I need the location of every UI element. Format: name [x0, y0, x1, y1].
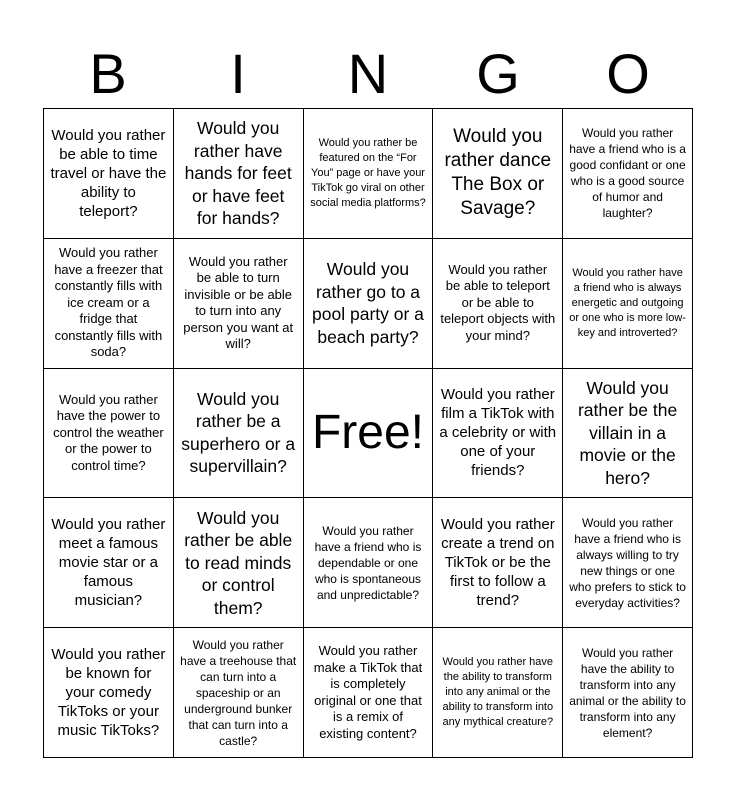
- header-letter-n: N: [347, 42, 389, 105]
- header-letter-i: I: [230, 42, 246, 105]
- bingo-cell-r1c1: [44, 109, 174, 239]
- bingo-cell-r5c2: [174, 628, 304, 758]
- cell-text: Would you rather be able to turn invisible or be able to turn into any person you want at will?: [183, 253, 294, 352]
- bingo-cell-r5c3: [304, 628, 434, 758]
- cell-text: Would you rather have the ability to transform into any animal or the ability to transform into any element?: [569, 645, 686, 740]
- bingo-cell-r1c2: [174, 109, 304, 239]
- cell-text: Would you rather have the power to control the weather or the power to control time?: [53, 391, 164, 473]
- bingo-cell-r2c4: [433, 239, 563, 369]
- cell-text: Would you rather have a friend who is always energetic and outgoing or one who is more low-key and introverted?: [569, 266, 686, 339]
- bingo-cell-r3c2: [174, 369, 304, 499]
- cell-text: Would you rather make a TikTok that is completely original or one that is a remix of existing content?: [313, 643, 423, 741]
- bingo-cell-r1c3: [304, 109, 434, 239]
- bingo-cell-r2c2: [174, 239, 304, 369]
- bingo-cell-r3c1: [44, 369, 174, 499]
- cell-text: Would you rather have a friend who is always willing to try new things or one who prefers to stick to everyday activities?: [569, 515, 686, 610]
- bingo-cell-r4c1: [44, 498, 174, 628]
- cell-text: Would you rather be able to read minds or control them?: [184, 507, 293, 618]
- bingo-cell-r4c2: [174, 498, 304, 628]
- cell-text: Would you rather be a superhero or a supervillain?: [181, 388, 296, 477]
- bingo-cell-r5c5: [563, 628, 693, 758]
- header-letter-o: O: [606, 42, 650, 105]
- cell-text: Would you rather have a friend who is dependable or one who is spontaneous and unpredictable?: [314, 523, 422, 602]
- cell-text: Would you rather film a TikTok with a celebrity or with one of your friends?: [439, 386, 557, 480]
- cell-text: Would you rather be the villain in a movie or the hero?: [577, 377, 678, 488]
- bingo-cell-r3c5: [563, 369, 693, 499]
- cell-text: Would you rather be known for your comedy TikToks or your music TikToks?: [51, 646, 166, 740]
- bingo-board: [43, 108, 693, 758]
- cell-text: Would you rather be featured on the “For You” page or have your TikTok go viral on other social media platforms?: [310, 136, 426, 209]
- cell-text: Would you rather dance The Box or Savage?: [444, 126, 552, 220]
- bingo-cell-r1c5: [563, 109, 693, 239]
- cell-text: Would you rather be able to time travel or have the ability to teleport?: [50, 126, 167, 220]
- bingo-cell-r1c4: [433, 109, 563, 239]
- bingo-cell-r5c1: [44, 628, 174, 758]
- cell-text: Would you rather have a treehouse that can turn into a spaceship or an underground bunker that can turn into a castle?: [180, 637, 297, 748]
- cell-text: Would you rather have a freezer that constantly fills with ice cream or a fridge that constantly fills with soda?: [54, 245, 163, 360]
- bingo-cell-r2c1: [44, 239, 174, 369]
- bingo-cell-r4c5: [563, 498, 693, 628]
- header-letter-b: B: [89, 42, 127, 105]
- cell-text: Would you rather be able to teleport or be able to teleport objects with your mind?: [440, 261, 556, 343]
- bingo-cell-r3c4: [433, 369, 563, 499]
- cell-text: Would you rather create a trend on TikTok or be the first to follow a trend?: [440, 516, 555, 610]
- bingo-cell-free: [304, 369, 434, 499]
- header-letter-g: G: [476, 42, 520, 105]
- bingo-cell-r5c4: [433, 628, 563, 758]
- cell-text: Would you rather have a friend who is a good confidant or one who is a good source of humor and laughter?: [569, 126, 686, 221]
- bingo-cell-r2c3: [304, 239, 434, 369]
- bingo-cell-r2c5: [563, 239, 693, 369]
- cell-text: Would you rather have hands for feet or have feet for hands?: [184, 118, 292, 229]
- cell-text: Would you rather have the ability to transform into any animal or the ability to transform into any mythical creature?: [442, 656, 554, 729]
- cell-text: Would you rather meet a famous movie star or a famous musician?: [51, 516, 166, 610]
- bingo-cell-r4c3: [304, 498, 434, 628]
- bingo-header: [43, 42, 693, 106]
- free-space-text: Free!: [311, 405, 424, 459]
- cell-text: Would you rather go to a pool party or a beach party?: [312, 259, 424, 347]
- bingo-cell-r4c4: [433, 498, 563, 628]
